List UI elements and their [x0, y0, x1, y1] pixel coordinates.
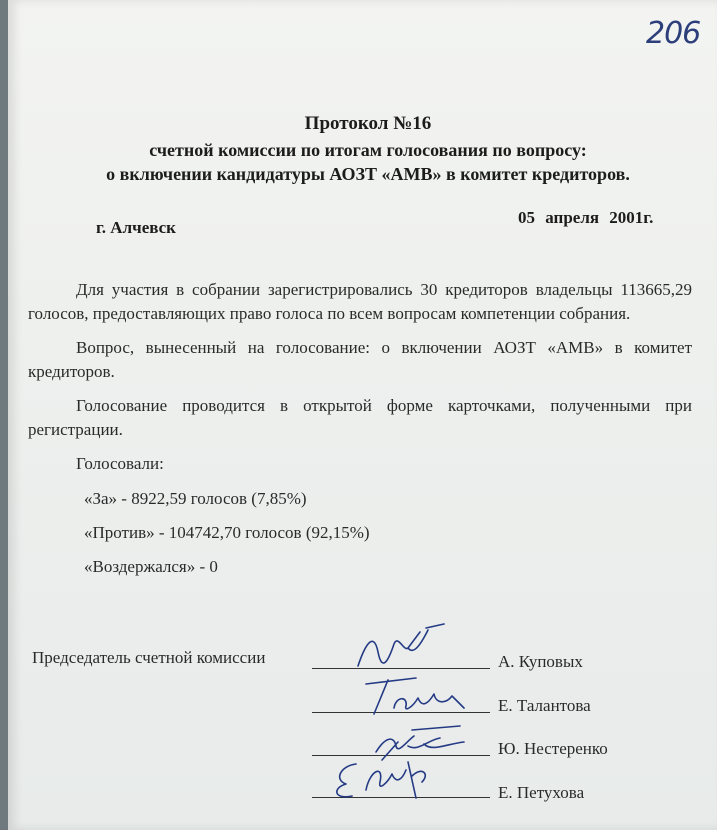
paragraph-registration: Для участия в собрании зарегистрировались 30 кредиторов владельцы 113665,29 голосов, предоставляющих право голоса по всем вопросам компетенции собрания.: [28, 280, 692, 323]
vote-against: «Против» - 104742,70 голосов (92,15%): [84, 523, 370, 542]
protocol-number: Протокол №16: [304, 113, 432, 134]
title-subject: о включении кандидатуры АОЗТ «АМВ» в комитет кредиторов.: [106, 164, 630, 184]
document-body: [28, 278, 692, 588]
signature-1: [348, 622, 468, 672]
document-page: [8, 0, 717, 830]
signatory-name: Е. Талантова: [498, 696, 591, 715]
signature-2: [360, 674, 490, 718]
vote-abstain: «Воздержался» - 0: [84, 557, 218, 576]
voted-label: Голосовали:: [76, 454, 164, 473]
chairman-label: Председатель счетной комиссии: [32, 648, 266, 667]
date: 05 апреля 2001г.: [518, 208, 654, 227]
title-subline: счетной комиссии по итогам голосования по вопросу:: [149, 140, 587, 160]
vote-for: «За» - 8922,59 голосов (7,85%): [84, 489, 307, 508]
paragraph-voting-form: Голосование проводится в открытой форме карточками, полученными при регистрации.: [28, 396, 692, 439]
signatory-name: А. Куповых: [498, 652, 583, 671]
page-number: 206: [646, 16, 701, 51]
document-title: [48, 112, 688, 186]
city: г. Алчевск: [96, 218, 176, 237]
signatory-name: Ю. Нестеренко: [498, 739, 608, 758]
paragraph-question: Вопрос, вынесенный на голосование: о включении АОЗТ «АМВ» в комитет кредиторов.: [28, 338, 692, 381]
signatory-name: Е. Петухова: [498, 783, 585, 802]
signature-4: [326, 752, 446, 804]
